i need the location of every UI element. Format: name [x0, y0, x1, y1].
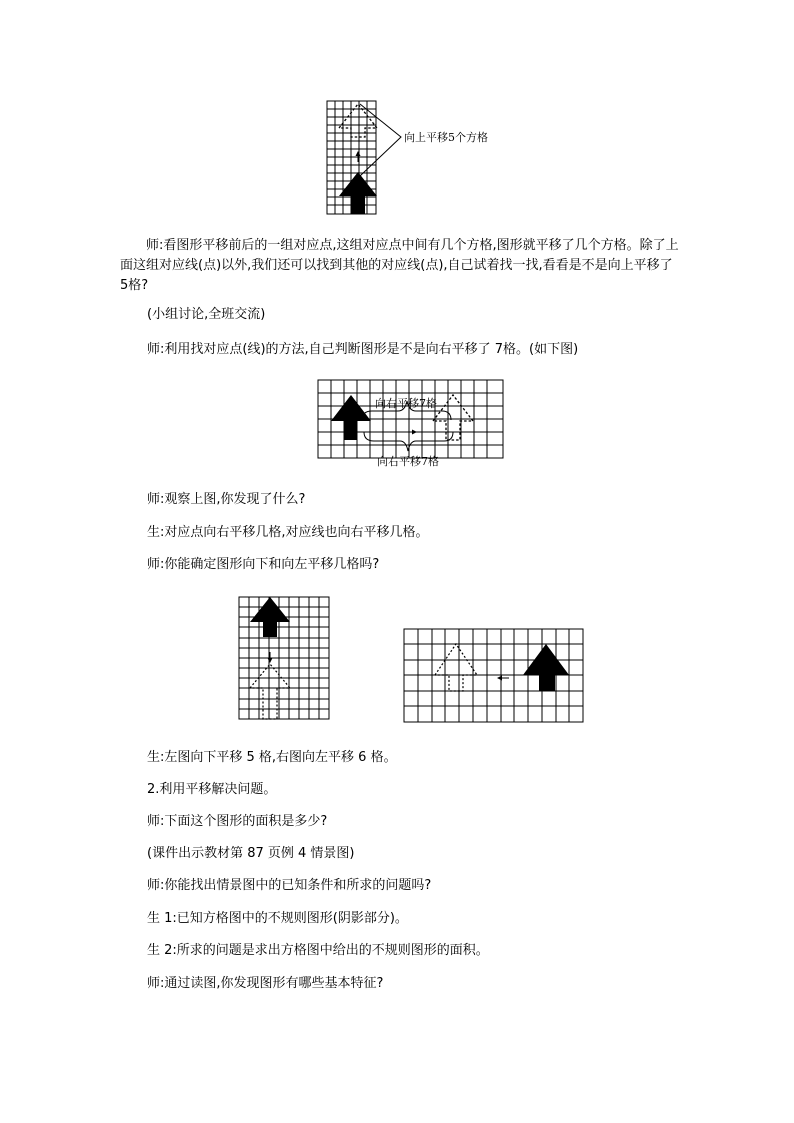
figure1-label: 向上平移5个方格 [404, 131, 488, 144]
figure-translate-down [236, 594, 332, 721]
figure-translate-left [401, 626, 587, 725]
student-1-answer: 生 1:已知方格图中的不规则图形(阴影部分)。 [147, 911, 408, 926]
arrow-shape-original [523, 644, 569, 691]
find-conditions-question: 师:你能找出情景图中的已知条件和所求的问题吗? [147, 878, 432, 893]
arrow-shape-original [339, 172, 377, 214]
student-answer-1: 生:对应点向右平移几格,对应线也向右平移几格。 [147, 525, 429, 540]
figure-translate-right [314, 376, 508, 468]
right-translation-question: 师:利用找对应点(线)的方法,自己判断图形是不是向右平移了 7格。(如下图) [147, 342, 579, 357]
features-question: 师:通过读图,你发现图形有哪些基本特征? [147, 976, 384, 991]
area-question: 师:下面这个图形的面积是多少? [147, 814, 328, 829]
paragraph-corresponding-points: 师:看图形平移前后的一组对应点,这组对应点中间有几个方格,图形就平移了几个方格。除了上面这组对应线(点)以外,我们还可以找到其他的对应线(点),自己试着找一找,看看是不是向上平移了 5格? [120, 238, 679, 293]
arrow-shape-original [250, 597, 290, 637]
courseware-note: (课件出示教材第 87 页例 4 情景图) [147, 846, 355, 861]
down-left-question: 师:你能确定图形向下和向左平移几格吗? [147, 557, 380, 572]
figure-translate-up [322, 98, 512, 220]
arrow-shape-translated [435, 644, 477, 691]
section-heading: 2.利用平移解决问题。 [147, 782, 277, 797]
student-answer-2: 生:左图向下平移 5 格,右图向左平移 6 格。 [147, 750, 397, 765]
figure2-label-top: 向右平移7格 [375, 397, 437, 410]
group-discussion: (小组讨论,全班交流) [147, 307, 266, 322]
figure2-label-bottom: 向右平移7格 [377, 455, 439, 468]
arrow-shape-translated [250, 664, 290, 719]
student-2-answer: 生 2:所求的问题是求出方格图中给出的不规则图形的面积。 [147, 943, 489, 958]
arrow-shape-original [331, 395, 371, 440]
observe-question: 师:观察上图,你发现了什么? [147, 492, 306, 507]
